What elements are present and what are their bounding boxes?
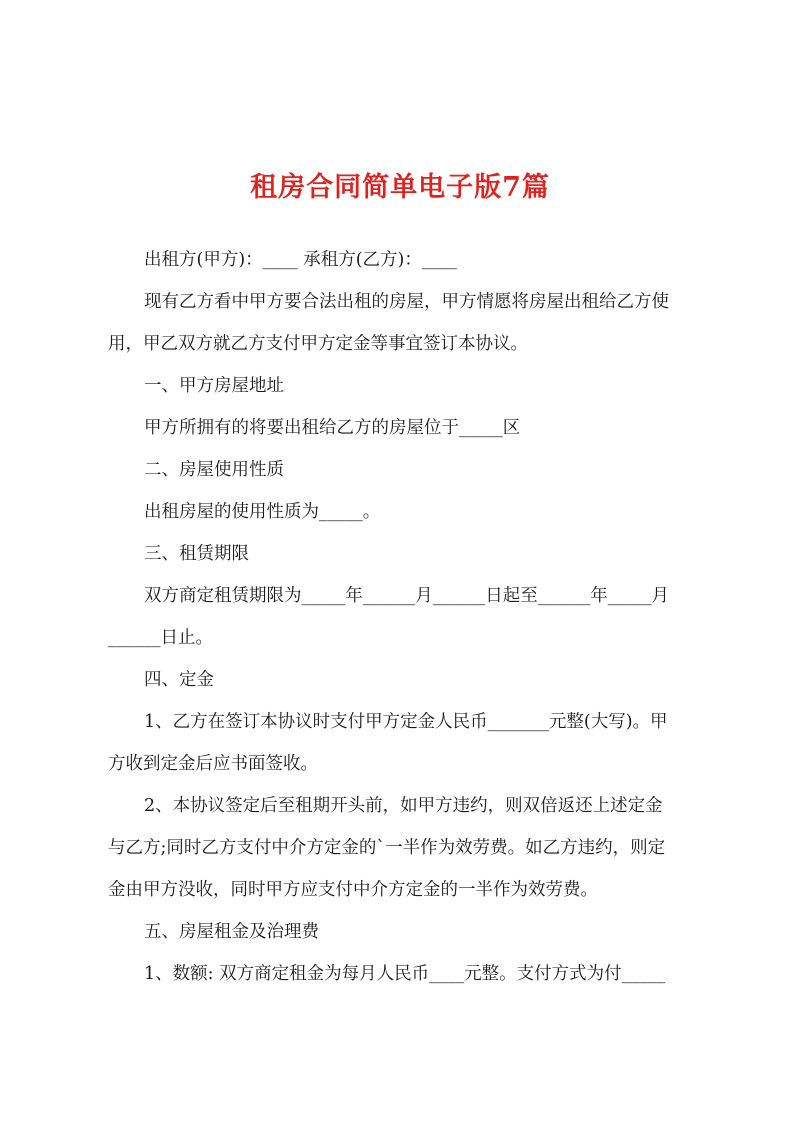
document-title: 租房合同简单电子版7篇 [250,172,550,203]
section-4-item-1-line-2: 方收到定金后应书面签收。 [108,754,318,774]
parties-line: 出租方(甲方)：____ 承租方(乙方)：____ [144,250,457,270]
section-4-item-2-line-3: 金由甲方没收，同时甲方应支付中介方定金的一半作为效劳费。 [108,880,598,900]
section-4-item-2-line-1: 2、本协议签定后至租期开头前，如甲方违约，则双倍返还上述定金 [144,796,663,816]
section-3-heading: 三、租赁期限 [144,544,249,564]
intro-paragraph [108,281,708,365]
section-4-item-2 [108,785,708,911]
section-1-text: 甲方所拥有的将要出租给乙方的房屋位于_____区 [144,418,521,438]
section-1-heading: 一、甲方房屋地址 [144,376,284,396]
section-4-item-1-line-1: 1、乙方在签订本协议时支付甲方定金人民币_______元整(大写)。甲 [144,712,668,732]
section-3-paragraph [108,575,708,659]
section-4-heading: 四、定金 [144,670,214,690]
section-3-line-1: 双方商定租赁期限为_____年______月______日起至______年_____月 [144,586,669,606]
section-4-item-1 [108,701,708,785]
section-2-text: 出租房屋的使用性质为_____。 [144,502,381,522]
intro-line-1: 现有乙方看中甲方要合法出租的房屋，甲方情愿将房屋出租给乙方使 [144,292,669,312]
section-3-line-2: ______日止。 [108,628,213,648]
section-4-item-2-line-2: 与乙方;同时乙方支付中介方定金的`一半作为效劳费。如乙方违约，则定 [108,838,666,858]
section-5-heading: 五、房屋租金及治理费 [144,922,319,942]
section-5-item-1-line-1: 1、数额: 双方商定租金为每月人民币____元整。支付方式为付_____ [144,964,666,984]
intro-line-2: 用，甲乙双方就乙方支付甲方定金等事宜签订本协议。 [108,334,528,354]
section-2-heading: 二、房屋使用性质 [144,460,284,480]
